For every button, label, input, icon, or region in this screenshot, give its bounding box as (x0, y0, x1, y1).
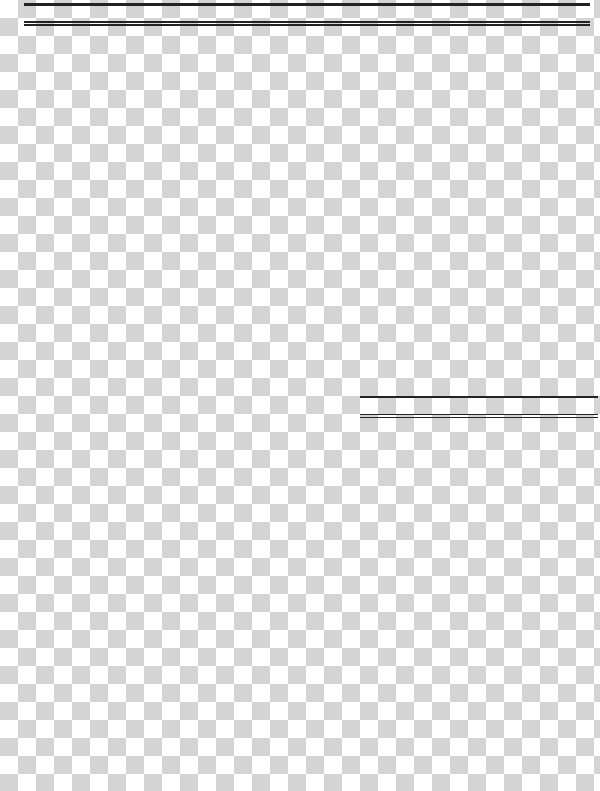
table-header-row (24, 6, 590, 23)
gene-copy-table (24, 3, 590, 26)
table-bottom-rule (360, 417, 598, 419)
table-bottom-rule (24, 24, 590, 26)
table-header-row (360, 398, 598, 415)
phylogenetic-tree (0, 268, 330, 791)
species-table (360, 396, 598, 418)
tree-branches (0, 268, 330, 791)
